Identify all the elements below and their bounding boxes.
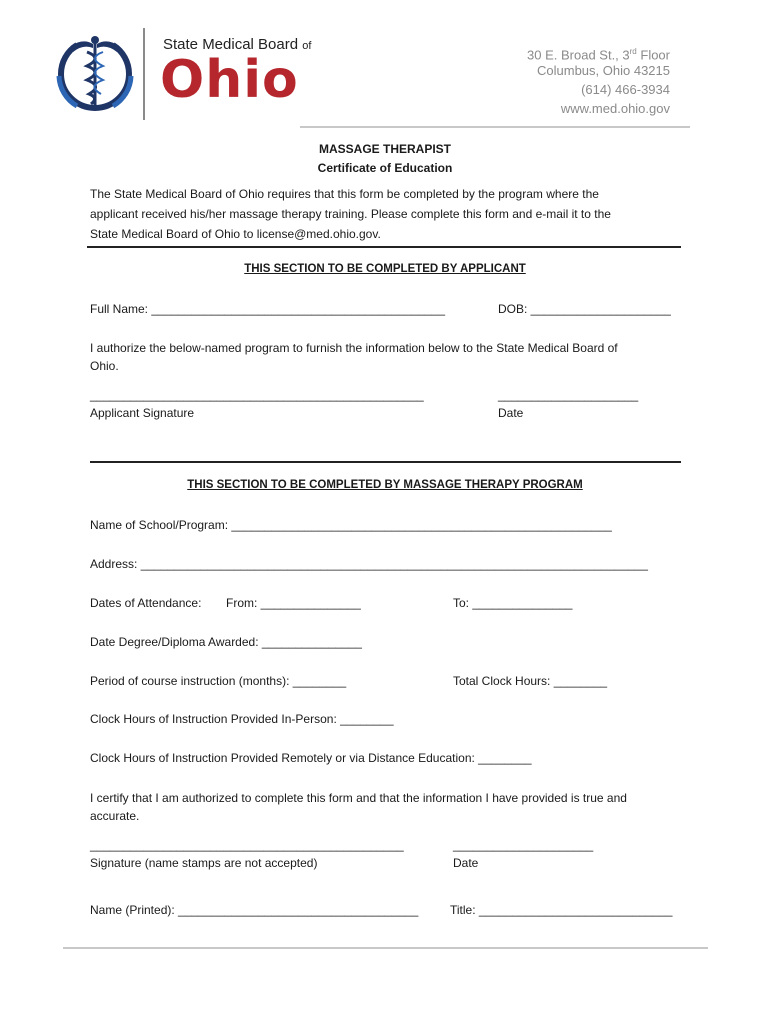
caduceus-icon (55, 30, 135, 120)
footer-rule (63, 947, 708, 949)
address-phone: (614) 466-3934 (581, 82, 670, 97)
authorize-line-1: I authorize the below-named program to furnish the information below to the State Medical Board of (90, 341, 618, 355)
degree-date-field[interactable]: Date Degree/Diploma Awarded: _______________ (90, 635, 362, 649)
certify-line-1: I certify that I am authorized to complete this form and that the information I have provided is true and (90, 791, 627, 805)
address-web[interactable]: www.med.ohio.gov (560, 101, 670, 116)
form-title: MASSAGE THERAPIST (318, 142, 451, 156)
title-field[interactable]: Title: _____________________________ (450, 903, 673, 917)
applicant-date-line[interactable]: _____________________ (498, 388, 639, 402)
period-field[interactable]: Period of course instruction (months): ________ (90, 674, 347, 688)
board-logo (55, 30, 135, 120)
attendance-label: Dates of Attendance: (90, 596, 202, 610)
intro-line-2: applicant received his/her massage therapy training. Please complete this form and e-mail it to the (90, 207, 611, 221)
in-person-hours-field[interactable]: Clock Hours of Instruction Provided In-Person: ________ (90, 712, 394, 726)
attendance-from-field[interactable]: From: _______________ (226, 596, 361, 610)
section-divider-2 (90, 461, 681, 463)
intro-line-3: State Medical Board of Ohio to license@med.ohio.gov. (90, 227, 381, 241)
applicant-date-label: Date (498, 406, 524, 420)
authorize-line-2: Ohio. (90, 359, 119, 373)
state-wordmark: Ohio (160, 50, 299, 110)
program-signature-label: Signature (name stamps are not accepted) (90, 856, 318, 870)
program-signature-line[interactable]: _______________________________________________ (90, 838, 404, 852)
form-subtitle: Certificate of Education (317, 161, 453, 175)
program-section-heading: THIS SECTION TO BE COMPLETED BY MASSAGE THERAPY PROGRAM (187, 479, 583, 491)
school-field[interactable]: Name of School/Program: _________________________________________________________ (90, 518, 612, 532)
intro-line-1: The State Medical Board of Ohio requires that this form be completed by the program where the (90, 187, 599, 201)
clock-hours-field[interactable]: Total Clock Hours: ________ (453, 674, 608, 688)
address-field[interactable]: Address: ____________________________________________________________________________ (90, 557, 648, 571)
applicant-section-heading: THIS SECTION TO BE COMPLETED BY APPLICANT (244, 263, 526, 275)
program-date-label: Date (453, 856, 479, 870)
name-printed-field[interactable]: Name (Printed): ____________________________________ (90, 903, 419, 917)
full-name-field[interactable]: Full Name: ____________________________________________ (90, 302, 445, 316)
certify-line-2: accurate. (90, 809, 140, 823)
attendance-to-field[interactable]: To: _______________ (453, 596, 573, 610)
address-street: 30 E. Broad St., 3rd Floor (527, 47, 670, 63)
applicant-signature-line[interactable]: __________________________________________________ (90, 388, 424, 402)
section-divider (87, 246, 681, 248)
dob-field[interactable]: DOB: _____________________ (498, 302, 671, 316)
program-date-line[interactable]: _____________________ (453, 838, 594, 852)
logo-divider (143, 28, 145, 120)
address-city: Columbus, Ohio 43215 (537, 63, 670, 78)
header-rule (300, 126, 690, 128)
applicant-signature-label: Applicant Signature (90, 406, 195, 420)
remote-hours-field[interactable]: Clock Hours of Instruction Provided Remotely or via Distance Education: ________ (90, 751, 532, 765)
board-name: State Medical Board of (163, 36, 312, 53)
